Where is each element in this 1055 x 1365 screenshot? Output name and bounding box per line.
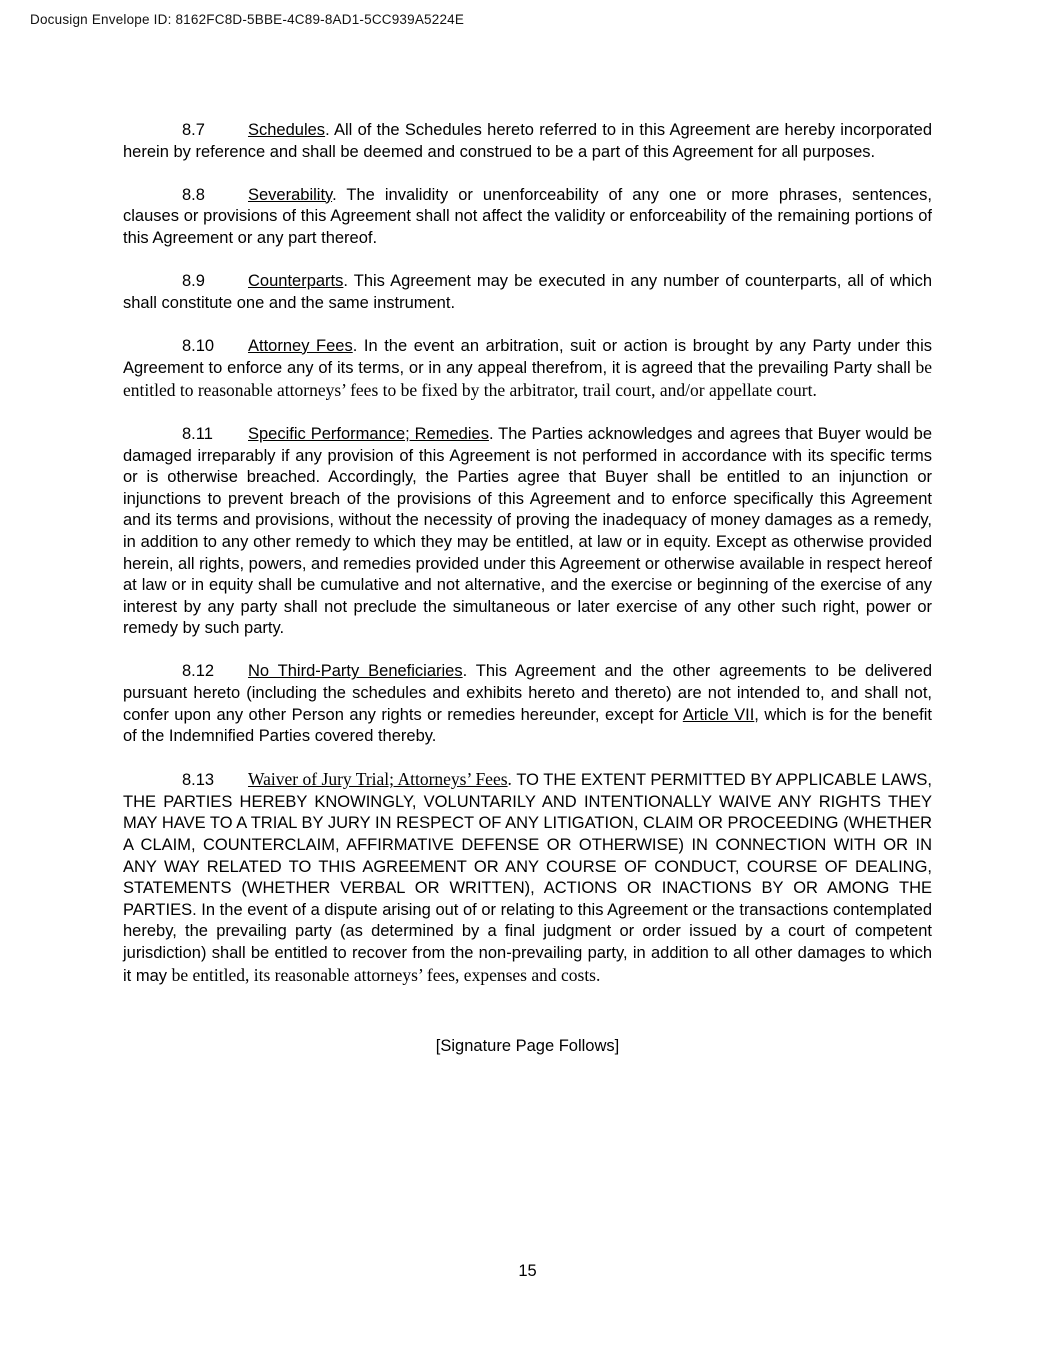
section-8-13-paragraph: 8.13 Waiver of Jury Trial; Attorneys’ Fees. TO THE EXTENT PERMITTED BY APPLICABLE LAWS, THE PARTIES HEREBY KNOWINGLY, VOLUNTARILY AND INTENTIONALLY WAIVE ANY RIGHTS THEY MAY HAVE TO A TRIAL BY JURY IN RESPECT OF ANY LITIGATION, CLAIM OR PROCEEDING (WHETHER A CLAIM, COUNTERCLAIM, AFFIRMATIVE DEFENSE OR OTHERWISE) IN CONNECTION WITH OR IN ANY WAY RELATED TO THIS AGREEMENT OR ANY COURSE OF CONDUCT, COURSE OF DEALING, STATEMENTS (WHETHER VERBAL OR WRITTEN), ACTIONS OR INACTIONS BY OR AMONG THE PARTIES. In the event of a dispute arising out of or relating to this Agreement or the transactions contemplated hereby, the prevailing party (as determined by a final judgment or order issued by a court of competent jurisdiction) shall be entitled to recover from the non-prevailing party, in addition to all other damages to which it may be entitled, its reasonable attorneys’ fees, expenses and costs. (123, 769, 933, 985)
document-body (123, 120, 932, 1056)
page-number: 15 (518, 1262, 537, 1280)
section-8-10-paragraph: 8.10 Attorney Fees. In the event an arbitration, suit or action is brought by any Party under this Agreement to enforce any of its terms, or in any appeal therefrom, it is agreed that the prevailing Party shall be entitled to reasonable attorneys’ fees to be fixed by the arbitrator, trail court, and/or appellate court. (123, 336, 933, 400)
section-8-12-paragraph: 8.12 No Third-Party Beneficiaries. This Agreement and the other agreements to be delivered pursuant hereto (including the schedules and exhibits hereto and thereto) are not intended to, and shall not, confer upon any other Person any rights or remedies hereunder, except for Article VII, which is for the benefit of the Indemnified Parties covered thereby. (123, 662, 933, 746)
section-8-9-paragraph: 8.9 Counterparts. This Agreement may be executed in any number of counterparts, all of which shall constitute one and the same instrument. (123, 271, 932, 312)
section-8-11-paragraph: 8.11 Specific Performance; Remedies. The Parties acknowledges and agrees that Buyer would be damaged irreparably if any provision of this Agreement is not performed in accordance with its specific terms or is otherwise breached. Accordingly, the Parties agree that Buyer shall be entitled to an injunction or injunctions to prevent breach of the provisions of this Agreement and to enforce specifically this Agreement and its terms and provisions, without the necessity of proving the inadequacy of money damages as a remedy, in addition to any other remedy to which they may be entitled, at law or in equity. Except as otherwise provided herein, all rights, powers, and remedies provided under this Agreement or otherwise available in respect hereof at law or in equity shall be cumulative and not alternative, and the exercise or beginning of the exercise of any interest by any party shall not preclude the simultaneous or later exercise of any other such right, power or remedy by such party. (123, 424, 932, 638)
signature-page-note: [Signature Page Follows] (435, 1037, 620, 1056)
section-8-8-paragraph: 8.8 Severability. The invalidity or unenforceability of any one or more phrases, sentences, clauses or provisions of this Agreement shall not affect the validity or enforceability of the remaining portions of this Agreement or any part thereof. (123, 185, 932, 247)
docusign-envelope-id: Docusign Envelope ID: 8162FC8D-5BBE-4C89-8AD1-5CC939A5224E (30, 12, 465, 27)
section-8-7-paragraph: 8.7 Schedules. All of the Schedules hereto referred to in this Agreement are hereby incorporated herein by reference and shall be deemed and construed to be a part of this Agreement for all purposes. (123, 121, 932, 161)
